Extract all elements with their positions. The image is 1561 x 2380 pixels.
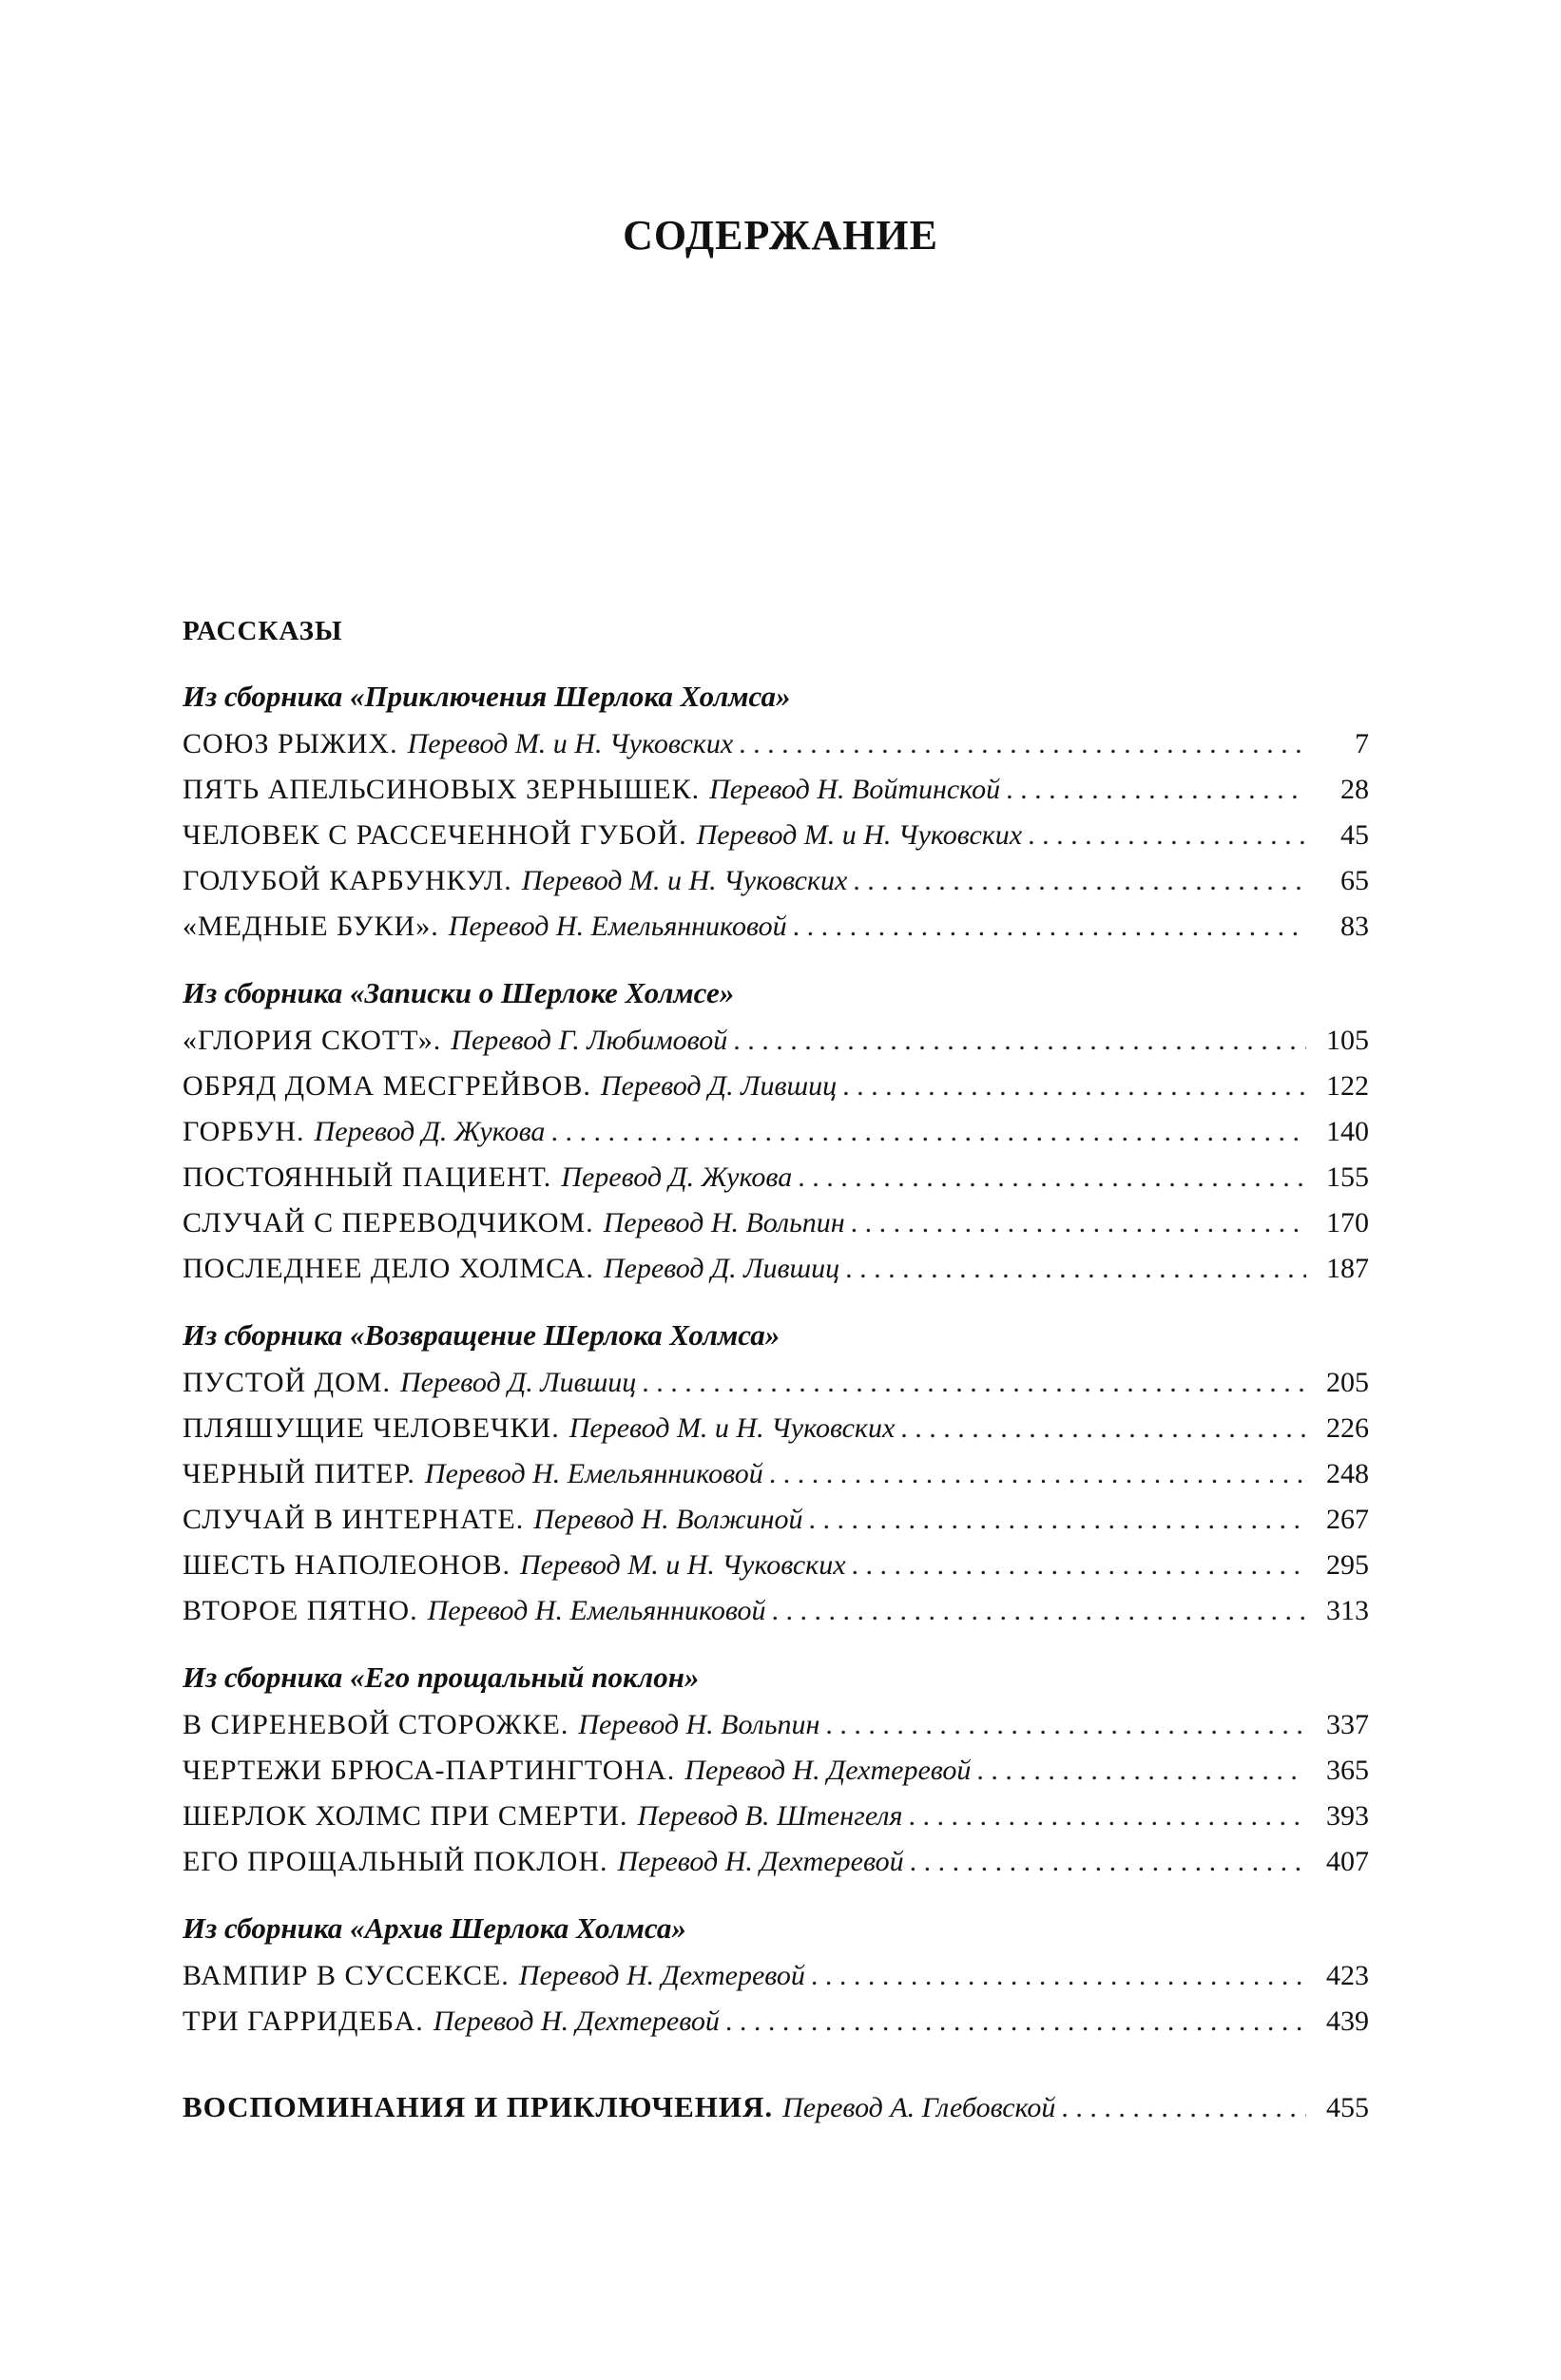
entry-page-number: 393 xyxy=(1326,1800,1369,1832)
dot-leader xyxy=(771,1588,1306,1634)
entry-translator: Перевод Н. Войтинской xyxy=(709,774,1001,805)
toc-entry[interactable] xyxy=(183,1360,1369,1406)
entry-title: ТРИ ГАРРИДЕБА. xyxy=(183,2006,424,2037)
dot-leader xyxy=(852,1543,1306,1588)
table-of-contents xyxy=(183,616,1369,2131)
entry-translator: Перевод Н. Емельянниковой xyxy=(448,911,787,942)
collection-title: Из сборника «Записки о Шерлоке Холмсе» xyxy=(183,976,735,1009)
entry-title: СЛУЧАЙ В ИНТЕРНАТЕ. xyxy=(183,1504,525,1535)
entry-translator: Перевод Д. Жукова xyxy=(561,1161,793,1193)
entry-title: ШЕСТЬ НАПОЛЕОНОВ. xyxy=(183,1549,511,1581)
page-title: СОДЕРЖАНИЕ xyxy=(623,212,938,259)
dot-leader xyxy=(798,1155,1306,1200)
toc-entry[interactable] xyxy=(183,1064,1369,1109)
entry-title: ГОРБУН. xyxy=(183,1116,305,1147)
entry-translator: Перевод Д. Лившиц xyxy=(399,1367,637,1398)
entry-page-number: 337 xyxy=(1326,1709,1369,1740)
toc-entry[interactable] xyxy=(183,1839,1369,1885)
dot-leader xyxy=(550,1109,1306,1155)
entry-translator: Перевод М. и Н. Чуковских xyxy=(407,728,734,759)
entry-title: ЧЕРТЕЖИ БРЮСА-ПАРТИНГТОНА. xyxy=(183,1755,676,1786)
toc-entry[interactable] xyxy=(183,767,1369,813)
collection-title: Из сборника «Его прощальный поклон» xyxy=(183,1660,700,1694)
entry-page-number: 140 xyxy=(1326,1116,1369,1147)
entry-translator: Перевод Н. Дехтеревой xyxy=(433,2006,720,2037)
toc-entry[interactable] xyxy=(183,813,1369,858)
entry-translator: Перевод М. и Н. Чуковских xyxy=(520,1549,846,1581)
entry-title: ГОЛУБОЙ КАРБУНКУЛ. xyxy=(183,865,512,896)
entry-title: «ГЛОРИЯ СКОТТ». xyxy=(183,1025,442,1056)
entry-translator: Перевод М. и Н. Чуковских xyxy=(521,865,848,896)
entry-translator: Перевод А. Глебовской xyxy=(782,2092,1056,2123)
collection-adventures xyxy=(183,676,1369,950)
entry-title: СЛУЧАЙ С ПЕРЕВОДЧИКОМ. xyxy=(183,1207,594,1238)
entry-translator: Перевод Д. Лившиц xyxy=(600,1070,838,1102)
dot-leader xyxy=(725,1999,1306,2044)
dot-leader xyxy=(845,1246,1306,1292)
dot-leader xyxy=(733,1018,1306,1064)
toc-entry[interactable] xyxy=(183,1588,1369,1634)
entry-page-number: 45 xyxy=(1340,819,1369,851)
collection-return xyxy=(183,1315,1369,1634)
entry-page-number: 28 xyxy=(1340,774,1369,805)
entry-title: «МЕДНЫЕ БУКИ». xyxy=(183,911,439,942)
toc-entry[interactable] xyxy=(183,858,1369,904)
collection-title: Из сборника «Возвращение Шерлока Холмса» xyxy=(183,1318,780,1352)
dot-leader xyxy=(908,1794,1306,1839)
toc-entry[interactable] xyxy=(183,1451,1369,1497)
toc-entry[interactable] xyxy=(183,1999,1369,2044)
dot-leader xyxy=(809,1497,1306,1543)
dot-leader xyxy=(825,1702,1306,1748)
collection-title: Из сборника «Архив Шерлока Холмса» xyxy=(183,1911,686,1945)
section-heading: РАССКАЗЫ xyxy=(183,616,343,646)
entry-page-number: 313 xyxy=(1326,1595,1369,1626)
toc-entry[interactable] xyxy=(183,1109,1369,1155)
dot-leader xyxy=(1028,813,1306,858)
entry-page-number: 423 xyxy=(1326,1960,1369,1991)
dot-leader xyxy=(910,1839,1306,1885)
dot-leader xyxy=(739,721,1306,767)
entry-translator: Перевод Н. Емельянниковой xyxy=(424,1458,763,1489)
collection-title: Из сборника «Приключения Шерлока Холмса» xyxy=(183,680,791,713)
entry-page-number: 7 xyxy=(1355,728,1369,759)
entry-title: ОБРЯД ДОМА МЕСГРЕЙВОВ. xyxy=(183,1070,591,1102)
toc-entry[interactable] xyxy=(183,1155,1369,1200)
entry-page-number: 205 xyxy=(1326,1367,1369,1398)
entry-page-number: 295 xyxy=(1326,1549,1369,1581)
entry-translator: Перевод Н. Дехтеревой xyxy=(617,1846,904,1877)
collection-case-book xyxy=(183,1908,1369,2044)
entry-translator: Перевод М. и Н. Чуковских xyxy=(569,1412,896,1444)
dot-leader xyxy=(976,1748,1306,1794)
toc-entry[interactable] xyxy=(183,1702,1369,1748)
toc-entry[interactable] xyxy=(183,721,1369,767)
dot-leader xyxy=(900,1406,1306,1451)
entry-title: ВОСПОМИНАНИЯ И ПРИКЛЮЧЕНИЯ. xyxy=(183,2090,774,2123)
entry-page-number: 83 xyxy=(1340,911,1369,942)
dot-leader xyxy=(769,1451,1306,1497)
entry-translator: Перевод Н. Дехтеревой xyxy=(518,1960,805,1991)
entry-translator: Перевод В. Штенгеля xyxy=(637,1800,903,1832)
entry-page-number: 187 xyxy=(1326,1253,1369,1284)
dot-leader xyxy=(1006,767,1306,813)
entry-title: СОЮЗ РЫЖИХ. xyxy=(183,728,398,759)
toc-entry[interactable] xyxy=(183,1018,1369,1064)
entry-title: ПОСЛЕДНЕЕ ДЕЛО ХОЛМСА. xyxy=(183,1253,594,1284)
entry-title: ЧЕРНЫЙ ПИТЕР. xyxy=(183,1458,415,1489)
collection-memoirs xyxy=(183,972,1369,1292)
entry-page-number: 226 xyxy=(1326,1412,1369,1444)
entry-page-number: 105 xyxy=(1326,1025,1369,1056)
toc-entry-memories-and-adventures[interactable] xyxy=(183,2084,1369,2131)
entry-translator: Перевод Н. Вольпин xyxy=(578,1709,820,1740)
entry-translator: Перевод Г. Любимовой xyxy=(451,1025,728,1056)
entry-translator: Перевод Н. Емельянниковой xyxy=(427,1595,766,1626)
toc-entry[interactable] xyxy=(183,1748,1369,1794)
entry-page-number: 407 xyxy=(1326,1846,1369,1877)
entry-title: ПУСТОЙ ДОМ. xyxy=(183,1367,391,1398)
entry-title: ВТОРОЕ ПЯТНО. xyxy=(183,1595,418,1626)
entry-title: ВАМПИР В СУССЕКСЕ. xyxy=(183,1960,510,1991)
entry-title: ПОСТОЯННЫЙ ПАЦИЕНТ. xyxy=(183,1161,552,1193)
toc-entry[interactable] xyxy=(183,1406,1369,1451)
entry-page-number: 170 xyxy=(1326,1207,1369,1238)
toc-entry[interactable] xyxy=(183,1543,1369,1588)
entry-page-number: 65 xyxy=(1340,865,1369,896)
entry-page-number: 122 xyxy=(1326,1070,1369,1102)
entry-title: В СИРЕНЕВОЙ СТОРОЖКЕ. xyxy=(183,1709,569,1740)
toc-entry[interactable] xyxy=(183,904,1369,950)
entry-translator: Перевод Д. Жукова xyxy=(314,1116,546,1147)
toc-entry[interactable] xyxy=(183,1794,1369,1839)
entry-title: ЧЕЛОВЕК С РАССЕЧЕННОЙ ГУБОЙ. xyxy=(183,819,687,851)
dot-leader xyxy=(642,1360,1306,1406)
dot-leader xyxy=(853,858,1306,904)
entry-title: ПЛЯШУЩИЕ ЧЕЛОВЕЧКИ. xyxy=(183,1412,560,1444)
entry-translator: Перевод М. и Н. Чуковских xyxy=(696,819,1023,851)
collection-last-bow xyxy=(183,1657,1369,1885)
toc-entry[interactable] xyxy=(183,1953,1369,1999)
entry-title: ЕГО ПРОЩАЛЬНЫЙ ПОКЛОН. xyxy=(183,1846,608,1877)
entry-title: ШЕРЛОК ХОЛМС ПРИ СМЕРТИ. xyxy=(183,1800,628,1832)
entry-page-number: 365 xyxy=(1326,1755,1369,1786)
entry-translator: Перевод Н. Дехтеревой xyxy=(684,1755,972,1786)
entry-page-number: 248 xyxy=(1326,1458,1369,1489)
entry-translator: Перевод Н. Вольпин xyxy=(603,1207,845,1238)
entry-translator: Перевод Н. Волжиной xyxy=(533,1504,803,1535)
toc-entry[interactable] xyxy=(183,1497,1369,1543)
entry-page-number: 155 xyxy=(1326,1161,1369,1193)
dot-leader xyxy=(1061,2085,1306,2131)
dot-leader xyxy=(842,1064,1306,1109)
entry-translator: Перевод Д. Лившиц xyxy=(603,1253,840,1284)
entry-title: ПЯТЬ АПЕЛЬСИНОВЫХ ЗЕРНЫШЕК. xyxy=(183,774,701,805)
dot-leader xyxy=(851,1200,1306,1246)
dot-leader xyxy=(793,904,1306,950)
toc-entry[interactable] xyxy=(183,1200,1369,1246)
entry-page-number: 439 xyxy=(1326,2006,1369,2037)
entry-page-number: 455 xyxy=(1326,2092,1369,2123)
entry-page-number: 267 xyxy=(1326,1504,1369,1535)
dot-leader xyxy=(811,1953,1306,1999)
toc-entry[interactable] xyxy=(183,1246,1369,1292)
